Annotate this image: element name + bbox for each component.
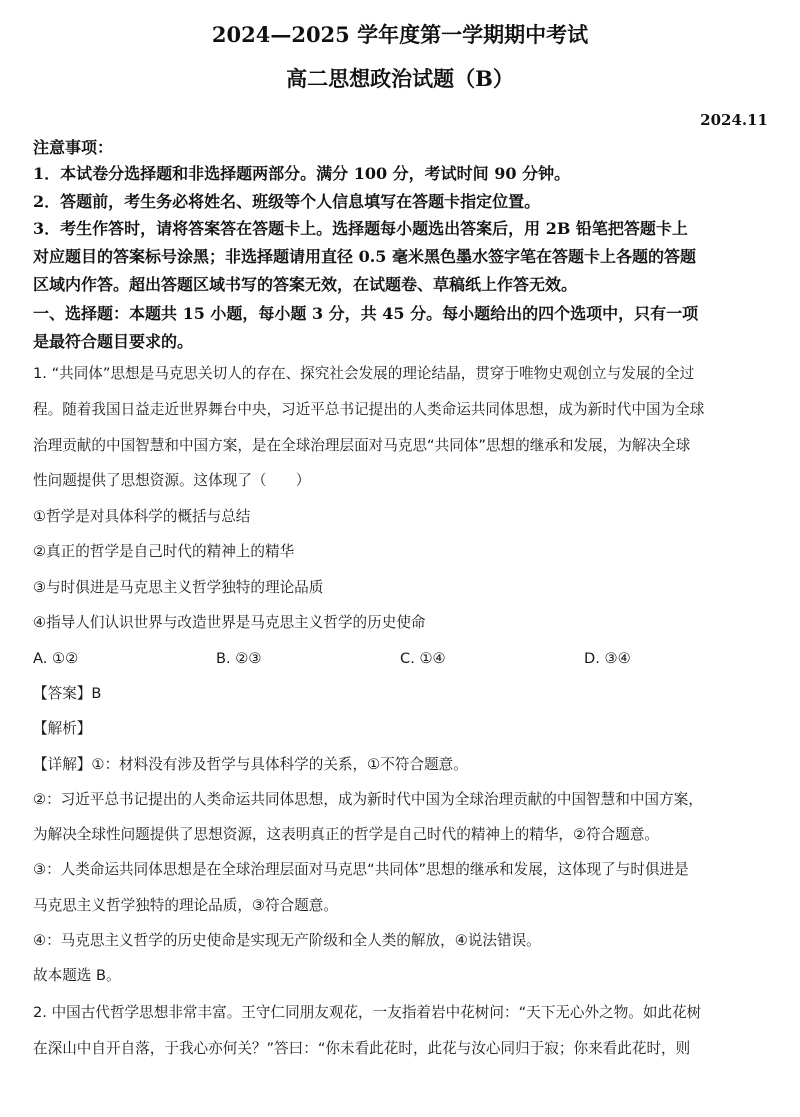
q2-stem-line: 在深山中自开自落，于我心亦何关？”答曰：“你未看此花时，此花与汝心同归于寂；你来看此花时，则	[33, 1040, 691, 1057]
exam-title: 2024—2025 学年度第一学期期中考试	[211, 22, 589, 47]
notice-heading: 注意事项：	[33, 138, 114, 157]
q1-option-b: B. ②③	[216, 650, 262, 667]
q1-stem-line: 治理贡献的中国智慧和中国方案，是在全球治理层面对马克思“共同体”思想的继承和发展，为解决全球	[33, 437, 691, 454]
notice-line: 2．答题前，考生务必将姓名、班级等个人信息填写在答题卡指定位置。	[33, 192, 541, 211]
notice-line: 区域内作答。超出答题区域书写的答案无效，在试题卷、草稿纸上作答无效。	[33, 275, 578, 294]
q1-detail-line: 马克思主义哲学独特的理论品质，③符合题意。	[33, 897, 338, 914]
q1-statement: ④指导人们认识世界与改造世界是马克思主义哲学的历史使命	[33, 614, 426, 631]
q1-option-a: A. ①②	[33, 650, 79, 667]
q1-statement: ③与时俱进是马克思主义哲学独特的理论品质	[33, 579, 324, 596]
q1-stem-line: 程。随着我国日益走近世界舞台中央，习近平总书记提出的人类命运共同体思想，成为新时代中国为全球	[33, 401, 705, 418]
q1-option-d: D. ③④	[584, 650, 631, 667]
q1-stem-line: 1. “共同体”思想是马克思关切人的存在、探究社会发展的理论结晶，贯穿于唯物史观创立与发展的全过	[33, 365, 695, 382]
notice-line: 对应题目的答案标号涂黑；非选择题请用直径 0.5 毫米黑色墨水签字笔在答题卡上各题的答题	[33, 247, 696, 266]
q1-detail-line: ③：人类命运共同体思想是在全球治理层面对马克思“共同体”思想的继承和发展，这体现了与时俱进是	[33, 861, 689, 878]
q1-detail-line: ④：马克思主义哲学的历史使命是实现无产阶级和全人类的解放，④说法错误。	[33, 932, 541, 949]
q1-stem-line: 性问题提供了思想资源。这体现了（ ）	[33, 472, 311, 489]
section-heading: 一、选择题：本题共 15 小题，每小题 3 分，共 45 分。每小题给出的四个选项中，只有一项	[33, 304, 699, 323]
notice-line: 1．本试卷分选择题和非选择题两部分。满分 100 分，考试时间 90 分钟。	[33, 164, 571, 183]
exam-subtitle: 高二思想政治试题（B）	[286, 66, 514, 91]
q1-statement: ①哲学是对具体科学的概括与总结	[33, 508, 251, 525]
q1-detail-line: ②：习近平总书记提出的人类命运共同体思想，成为新时代中国为全球治理贡献的中国智慧和中国方案，	[33, 791, 703, 808]
section-heading: 是最符合题目要求的。	[33, 332, 194, 351]
exam-date: 2024.11	[700, 111, 768, 129]
q1-answer: 【答案】B	[33, 685, 102, 702]
q1-detail-line: 【详解】①：材料没有涉及哲学与具体科学的关系，①不符合题意。	[33, 756, 468, 773]
q1-conclusion: 故本题选 B。	[33, 967, 121, 984]
q2-stem-line: 2. 中国古代哲学思想非常丰富。王守仁同朋友观花，一友指着岩中花树问：“天下无心外之物。如此花树	[33, 1004, 702, 1021]
notice-line: 3．考生作答时，请将答案答在答题卡上。选择题每小题选出答案后，用 2B 铅笔把答题卡上	[33, 219, 688, 238]
q1-option-c: C. ①④	[400, 650, 446, 667]
q1-detail-line: 为解决全球性问题提供了思想资源，这表明真正的哲学是自己时代的精神上的精华，②符合题意。	[33, 826, 660, 843]
q1-analysis-label: 【解析】	[33, 720, 92, 737]
q1-statement: ②真正的哲学是自己时代的精神上的精华	[33, 543, 295, 560]
